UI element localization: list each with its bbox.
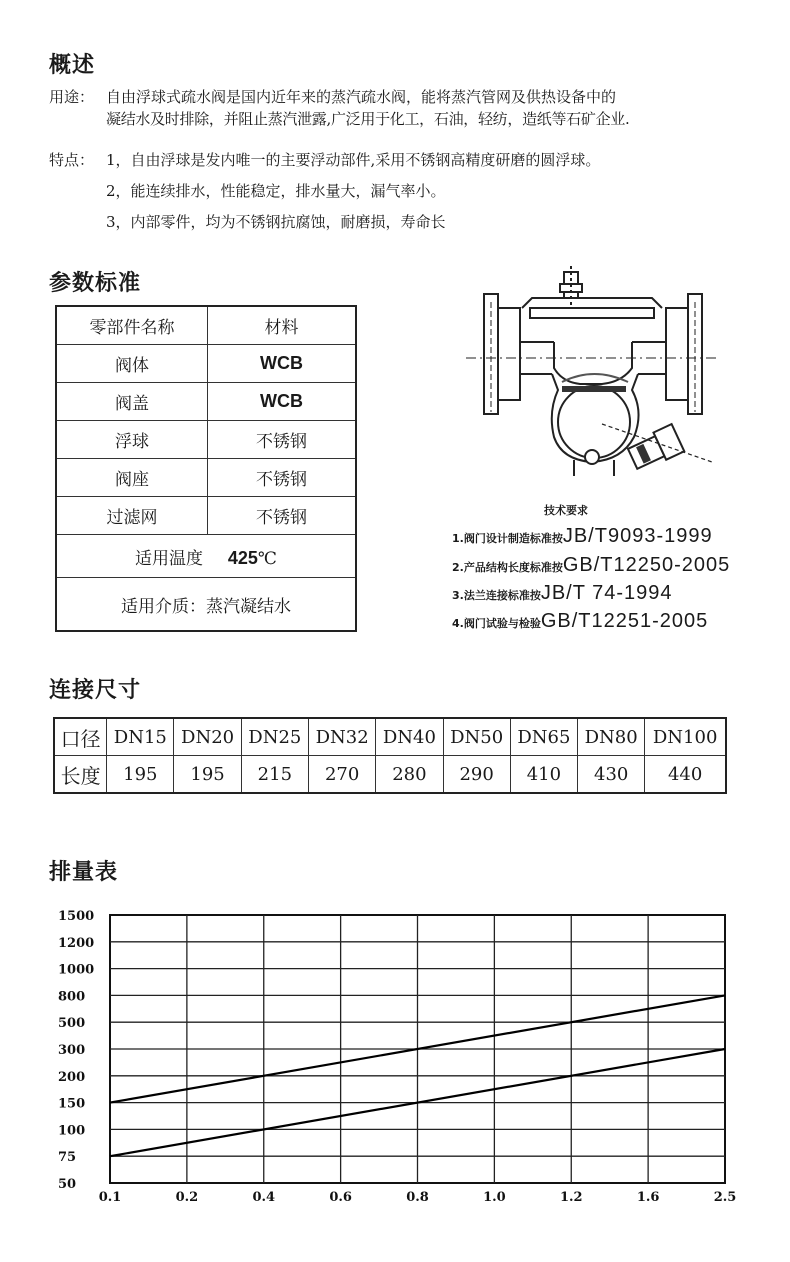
temperature-label: 适用温度: [135, 548, 204, 569]
usage-label: 用途：: [49, 88, 95, 106]
tech-item-label: 2.产品结构长度标准按: [452, 561, 563, 574]
y-tick-label: 100: [58, 1123, 86, 1139]
table-row: [54, 718, 726, 756]
table-row: [56, 497, 356, 535]
y-tick-label: 75: [58, 1150, 77, 1166]
y-tick-label: 500: [58, 1016, 86, 1032]
material-cell: WCB: [208, 345, 357, 383]
material-cell: WCB: [208, 383, 357, 421]
params-table: [55, 305, 357, 632]
table-row: [56, 459, 356, 497]
size-cell: DN40: [376, 718, 443, 756]
connection-title: 连接尺寸: [49, 678, 142, 703]
tech-item-std: JB/T 74-1994: [540, 582, 673, 604]
part-cell: 阀体: [56, 345, 208, 383]
part-cell: 阀座: [56, 459, 208, 497]
part-cell: 浮球: [56, 421, 208, 459]
table-row: [56, 578, 356, 632]
x-tick-label: 1.6: [636, 1190, 660, 1205]
part-cell: 阀盖: [56, 383, 208, 421]
y-tick-label: 1000: [58, 962, 95, 978]
material-cell: 不锈钢: [208, 459, 357, 497]
tech-item-label: 1.阀门设计制造标准按: [452, 532, 563, 545]
tech-title: 技术要求: [544, 504, 588, 517]
length-cell: 215: [241, 756, 308, 794]
row-label-length: 长度: [54, 756, 107, 794]
medium-cell: 适用介质：蒸汽凝结水: [56, 578, 356, 632]
feature-item: 2，能连续排水，性能稳定，排水量大，漏气率小。: [106, 182, 446, 200]
y-tick-label: 800: [58, 989, 86, 1005]
length-cell: 270: [308, 756, 375, 794]
x-tick-label: 1.2: [559, 1190, 583, 1205]
y-tick-label: 200: [58, 1069, 86, 1085]
table-row: [56, 383, 356, 421]
table-row: [56, 306, 356, 345]
features-label: 特点：: [49, 151, 95, 169]
table-row: [56, 345, 356, 383]
length-cell: 195: [174, 756, 241, 794]
x-tick-label: 0.8: [406, 1190, 429, 1205]
length-cell: 195: [107, 756, 174, 794]
size-cell: DN32: [308, 718, 375, 756]
tech-item-std: JB/T9093-1999: [562, 525, 713, 547]
x-tick-label: 1.0: [483, 1190, 506, 1205]
temperature-cell: [56, 535, 356, 578]
feature-item: 3，内部零件，均为不锈钢抗腐蚀，耐磨损，寿命长: [106, 213, 446, 231]
y-tick-label: 1500: [58, 909, 95, 924]
usage-line-2: 凝结水及时排除，并阻止蒸汽泄露,广泛用于化工，石油，轻纺，造纸等石矿企业.: [106, 110, 630, 128]
row-label-bore: 口径: [54, 718, 107, 756]
size-cell: DN65: [510, 718, 577, 756]
temperature-value: 425: [227, 547, 258, 568]
length-cell: 410: [510, 756, 577, 794]
y-tick-label: 50: [58, 1177, 77, 1192]
tech-item-std: GB/T12251-2005: [540, 610, 709, 632]
header-part: 零部件名称: [56, 306, 208, 345]
size-cell: DN20: [174, 718, 241, 756]
length-cell: 280: [376, 756, 443, 794]
params-title: 参数标准: [49, 271, 142, 296]
size-cell: DN15: [107, 718, 174, 756]
x-tick-label: 0.4: [252, 1190, 276, 1205]
tech-item-std: GB/T12250-2005: [562, 554, 731, 576]
size-cell: DN25: [241, 718, 308, 756]
y-tick-label: 1200: [58, 935, 95, 951]
overview-title: 概述: [49, 53, 96, 78]
size-cell: DN80: [578, 718, 645, 756]
y-tick-label: 150: [58, 1096, 86, 1112]
usage-line-1: 自由浮球式疏水阀是国内近年来的蒸汽疏水阀，能将蒸汽管网及供热设备中的: [106, 88, 617, 106]
table-row: [56, 535, 356, 578]
tech-item-label: 3.法兰连接标准按: [452, 589, 541, 602]
x-tick-label: 0.6: [329, 1190, 352, 1205]
length-cell: 430: [578, 756, 645, 794]
size-cell: DN50: [443, 718, 510, 756]
temperature-unit: ℃: [257, 548, 277, 569]
tech-item-label: 4.阀门试验与检验: [452, 617, 541, 630]
x-tick-label: 0.1: [98, 1190, 122, 1205]
length-cell: 440: [645, 756, 726, 794]
discharge-title: 排量表: [49, 860, 119, 885]
part-cell: 过滤网: [56, 497, 208, 535]
connection-table: [53, 717, 727, 794]
material-cell: 不锈钢: [208, 421, 357, 459]
discharge-chart: [0, 900, 790, 1210]
size-cell: DN100: [645, 718, 726, 756]
y-tick-label: 300: [58, 1043, 86, 1058]
valve-cross-section-drawing: [462, 262, 722, 482]
x-tick-label: 2.5: [713, 1190, 737, 1205]
table-row: [54, 756, 726, 794]
x-tick-label: 0.2: [175, 1190, 199, 1205]
length-cell: 290: [443, 756, 510, 794]
table-row: [56, 421, 356, 459]
feature-item: 1，自由浮球是发内唯一的主要浮动部件,采用不锈钢高精度研磨的圆浮球。: [106, 151, 601, 169]
material-cell: 不锈钢: [208, 497, 357, 535]
header-material: 材料: [208, 306, 357, 345]
